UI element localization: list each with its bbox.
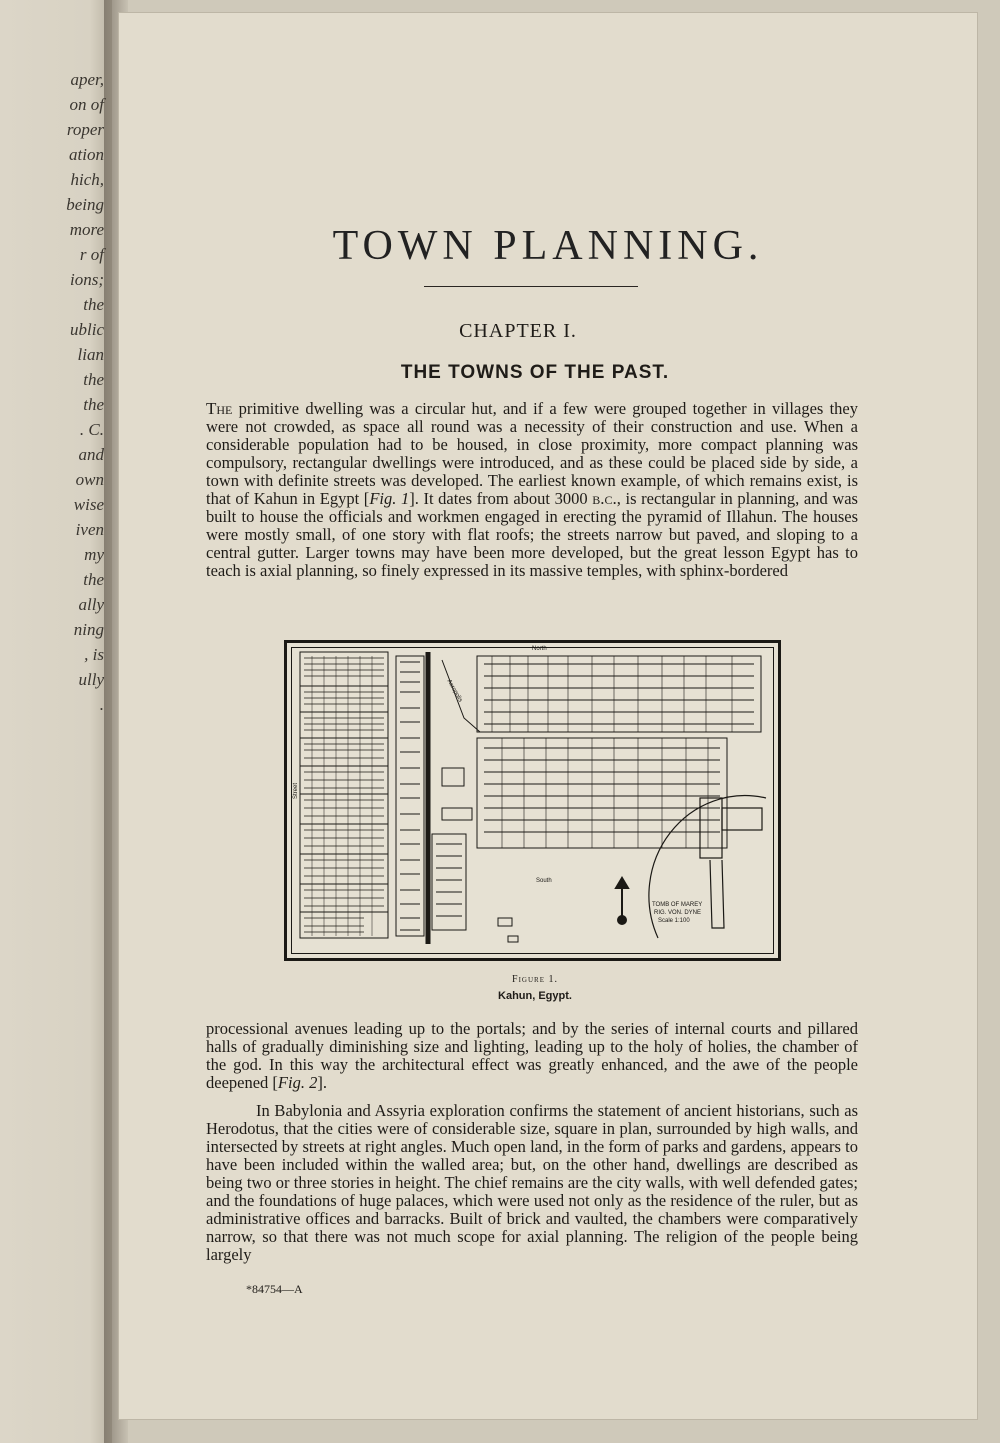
paragraph-text: primitive dwelling was a circular hut, and if a few were grouped together in villages they were not crowded, as space all round was a necessity of their construction and use. When a considerable population had to be housed, in close proximity, more compact planning was compulsory, rectangular dwellings were introduced, and as these could be placed side by side, a town with definite streets was developed. The earliest known example, of which remains exist, is that of Kahun in Egypt [ (206, 399, 858, 508)
paragraph-text: processional avenues leading up to the portals; and by the series of internal courts and pillared halls of gradually diminishing size and lighting, leading up to the holy of holies, the chamber of the god. In this way the architectural effect was greatly enhanced, and the awe of the people deepened [ (206, 1019, 858, 1092)
kahun-map-figure (284, 640, 781, 961)
paragraph-text: ]. It dates from about 3000 (409, 489, 593, 508)
facing-page-fragment: on of (69, 95, 104, 114)
printer-signature: *84754—A (246, 1282, 303, 1296)
facing-page-fragment: the (83, 295, 104, 314)
map-label-street: Street (293, 782, 300, 800)
chapter-title: THE TOWNS OF THE PAST. (400, 362, 670, 383)
facing-page-fragment: wise (73, 495, 104, 514)
facing-page-fragment: ions; (70, 270, 104, 289)
facing-page-fragment: hich, (70, 170, 104, 189)
facing-page-fragment: r of (79, 245, 104, 264)
facing-page-fragment: . (99, 695, 104, 714)
facing-page-fragment: more (69, 220, 104, 239)
facing-page-fragment: the (83, 370, 104, 389)
facing-page-fragment: my (84, 545, 104, 564)
facing-page-fragment: ully (78, 670, 104, 689)
map-label-south: South (536, 878, 552, 884)
north-arrow (616, 878, 628, 924)
facing-page-fragment: and (78, 445, 104, 464)
facing-page-left (0, 0, 112, 1443)
figure-reference: Fig. 2 (277, 1073, 318, 1092)
map-label-acropolis: Acropolis (445, 678, 464, 704)
paragraph-text: ]. (317, 1073, 327, 1092)
facing-page-fragment: lian (77, 345, 104, 364)
map-label-tomb: TOMB OF MAREY (652, 902, 703, 908)
map-label-tomb-sub: RIG. VON. DYNE (654, 910, 702, 916)
map-label-north: North (532, 646, 547, 652)
figure-reference: Fig. 1 (369, 489, 410, 508)
title-rule (424, 286, 638, 287)
facing-page-fragment: ation (69, 145, 104, 164)
figure-title: Kahun, Egypt. (498, 990, 572, 1002)
facing-page-fragment: being (66, 195, 104, 214)
facing-page-fragment: the (83, 395, 104, 414)
map-border (291, 647, 774, 954)
facing-page-fragment: . C. (79, 420, 104, 439)
paragraph-1 (206, 400, 858, 580)
facing-page-fragment: aper, (70, 70, 104, 89)
era-abbrev: b.c. (592, 489, 617, 508)
chapter-number: CHAPTER I. (459, 320, 577, 342)
figure-label: Figure 1. (512, 974, 558, 985)
middle-column (396, 656, 424, 936)
west-quarter-hatching (304, 656, 384, 936)
page-title: TOWN PLANNING. (332, 223, 764, 269)
facing-page-fragment: iven (75, 520, 104, 539)
paragraph-3: In Babylonia and Assyria exploration confirms the statement of ancient historians, such as Herodotus, that the cities were of considerable size, square in plan, surrounded by high walls, and intersected by streets at right angles. Much open land, in the form of parks and gardens, appears to have been included within the walled area; but, on the other hand, dwellings are described as being two or three stories in height. The chief remains are the city walls, with well defended gates; and the foundations of huge palaces, which were used not only as the residence of the ruler, but as administrative offices and barracks. Built of brick and vaulted, the chambers were comparatively narrow, so that there was not much scope for axial planning. The religion of the people being largely (206, 1101, 858, 1264)
paragraph-text: , is rectangular in planning, and was built to house the officials and workmen engaged in erecting the pyramid of Illahun. The houses were mostly small, of one story with flat roofs; the streets narrow but paved, and sloping to a central gutter. Larger towns may have been more developed, but the great lesson Egypt has to teach is axial planning, so finely expressed in its massive temples, with sphinx-bordered (206, 489, 858, 580)
facing-page-fragment: roper (66, 120, 104, 139)
paragraph-2 (206, 1020, 858, 1092)
book-page (118, 12, 978, 1420)
facing-page-fragment: ublic (70, 320, 104, 339)
facing-page-fragment: , is (84, 645, 104, 664)
map-label-scale: Scale 1:100 (658, 918, 690, 924)
facing-page-fragment: ally (78, 595, 104, 614)
facing-page-fragment: own (75, 470, 104, 489)
east-quarter-blocks (477, 738, 727, 848)
facing-page-fragment: the (83, 570, 104, 589)
tomb-enclosure (649, 796, 766, 938)
southern-lower-blocks (432, 834, 518, 942)
paragraph-lead: The (206, 399, 233, 418)
west-quarter-blocks (300, 652, 388, 938)
facing-page-fragment: ning (73, 620, 104, 639)
north-quarter-blocks (477, 656, 761, 732)
